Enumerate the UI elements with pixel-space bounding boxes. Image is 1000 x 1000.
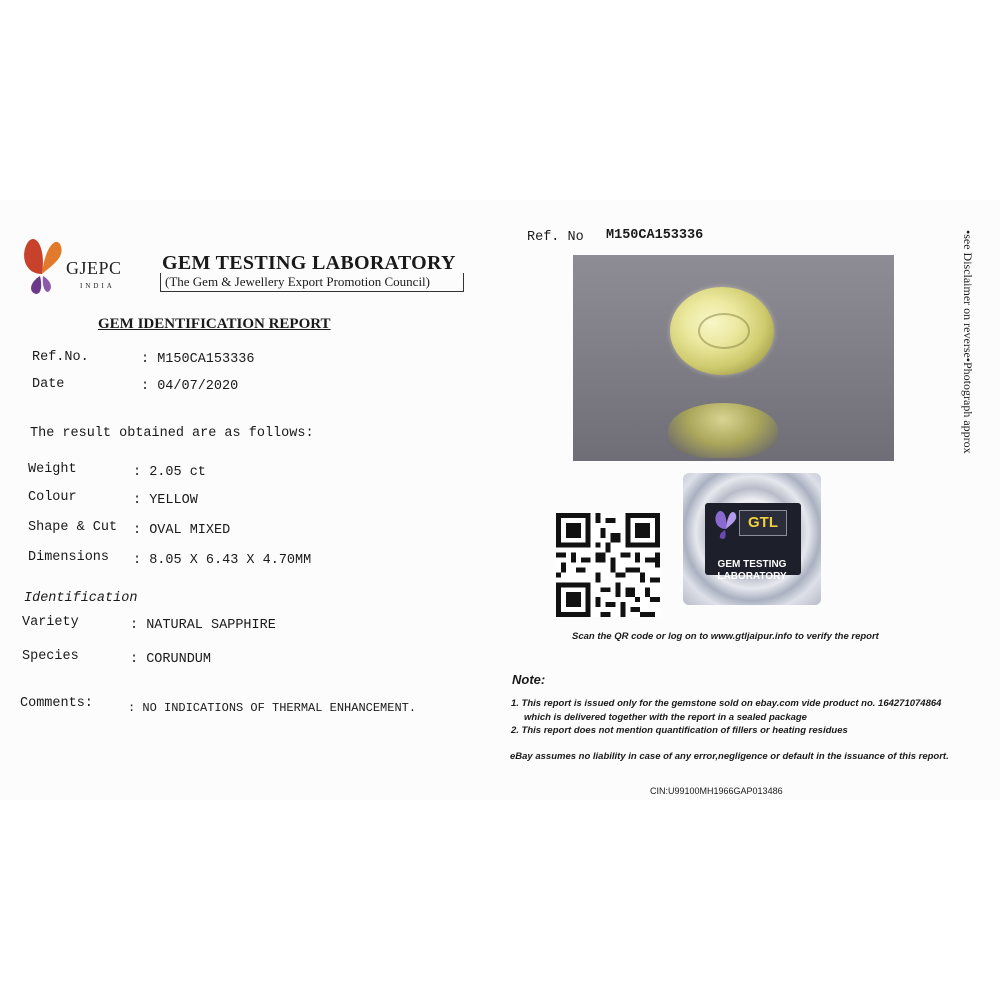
weight-label: Weight — [28, 462, 77, 477]
logo-text: GJEPC — [66, 258, 122, 278]
colour-label: Colour — [28, 490, 77, 505]
weight-value: : 2.05 ct — [133, 465, 206, 480]
identification-heading: Identification — [24, 591, 138, 606]
qr-code-icon[interactable] — [556, 513, 660, 617]
note-heading: Note: — [512, 672, 546, 687]
hologram-line-2: LABORATORY — [717, 571, 787, 582]
note-line-3: eBay assumes no liability in case of any error,negligence or default in the issuance of this report. — [510, 751, 949, 762]
certificate-card — [0, 200, 1000, 800]
species-value: : CORUNDUM — [130, 652, 212, 667]
logo-country: INDIA — [80, 282, 115, 290]
colour-value: : YELLOW — [133, 493, 198, 508]
butterfly-hologram-icon — [713, 509, 739, 541]
gemstone-reflection — [668, 403, 778, 458]
ref-label: Ref.No. — [32, 350, 89, 365]
lab-subtitle: (The Gem & Jewellery Export Promotion Council) — [165, 274, 431, 289]
report-title: GEM IDENTIFICATION REPORT — [98, 316, 331, 332]
qr-caption: Scan the QR code or log on to www.gtljaipur.info to verify the report — [572, 631, 879, 642]
ref-value: : M150CA153336 — [141, 352, 255, 367]
date-value: : 04/07/2020 — [141, 379, 239, 394]
right-ref-value: M150CA153336 — [606, 228, 704, 243]
butterfly-logo-icon — [20, 234, 66, 300]
note-line-2: 2. This report does not mention quantification of fillers or heating residues — [511, 725, 848, 736]
hologram-line-1: GEM TESTING — [717, 559, 787, 570]
comments-value: : NO INDICATIONS OF THERMAL ENHANCEMENT. — [128, 701, 417, 715]
variety-label: Variety — [22, 615, 79, 630]
date-label: Date — [32, 377, 65, 392]
hologram-seal — [683, 473, 821, 605]
gemstone-facet — [698, 313, 750, 349]
shape-value: : OVAL MIXED — [133, 523, 231, 538]
variety-value: : NATURAL SAPPHIRE — [130, 618, 276, 633]
note-line-1: 1. This report is issued only for the gemstone sold on ebay.com vide product no. 164271074864 — [511, 698, 942, 709]
comments-label: Comments: — [20, 696, 93, 711]
hologram-brand: GTL — [739, 510, 787, 536]
cin-number: CIN:U99100MH1966GAP013486 — [650, 786, 783, 795]
right-ref-label: Ref. No — [527, 230, 584, 245]
note-line-1b: which is delivered together with the report in a sealed package — [524, 712, 807, 723]
dimensions-label: Dimensions — [28, 550, 110, 565]
gemstone-photo — [573, 255, 894, 461]
side-disclaimer: •see Disclaimer on reverse•Photograph approx — [961, 230, 975, 454]
dimensions-value: : 8.05 X 6.43 X 4.70MM — [133, 553, 312, 568]
species-label: Species — [22, 649, 79, 664]
shape-label: Shape & Cut — [28, 520, 118, 535]
results-intro: The result obtained are as follows: — [30, 426, 314, 441]
lab-title: GEM TESTING LABORATORY — [162, 252, 456, 274]
